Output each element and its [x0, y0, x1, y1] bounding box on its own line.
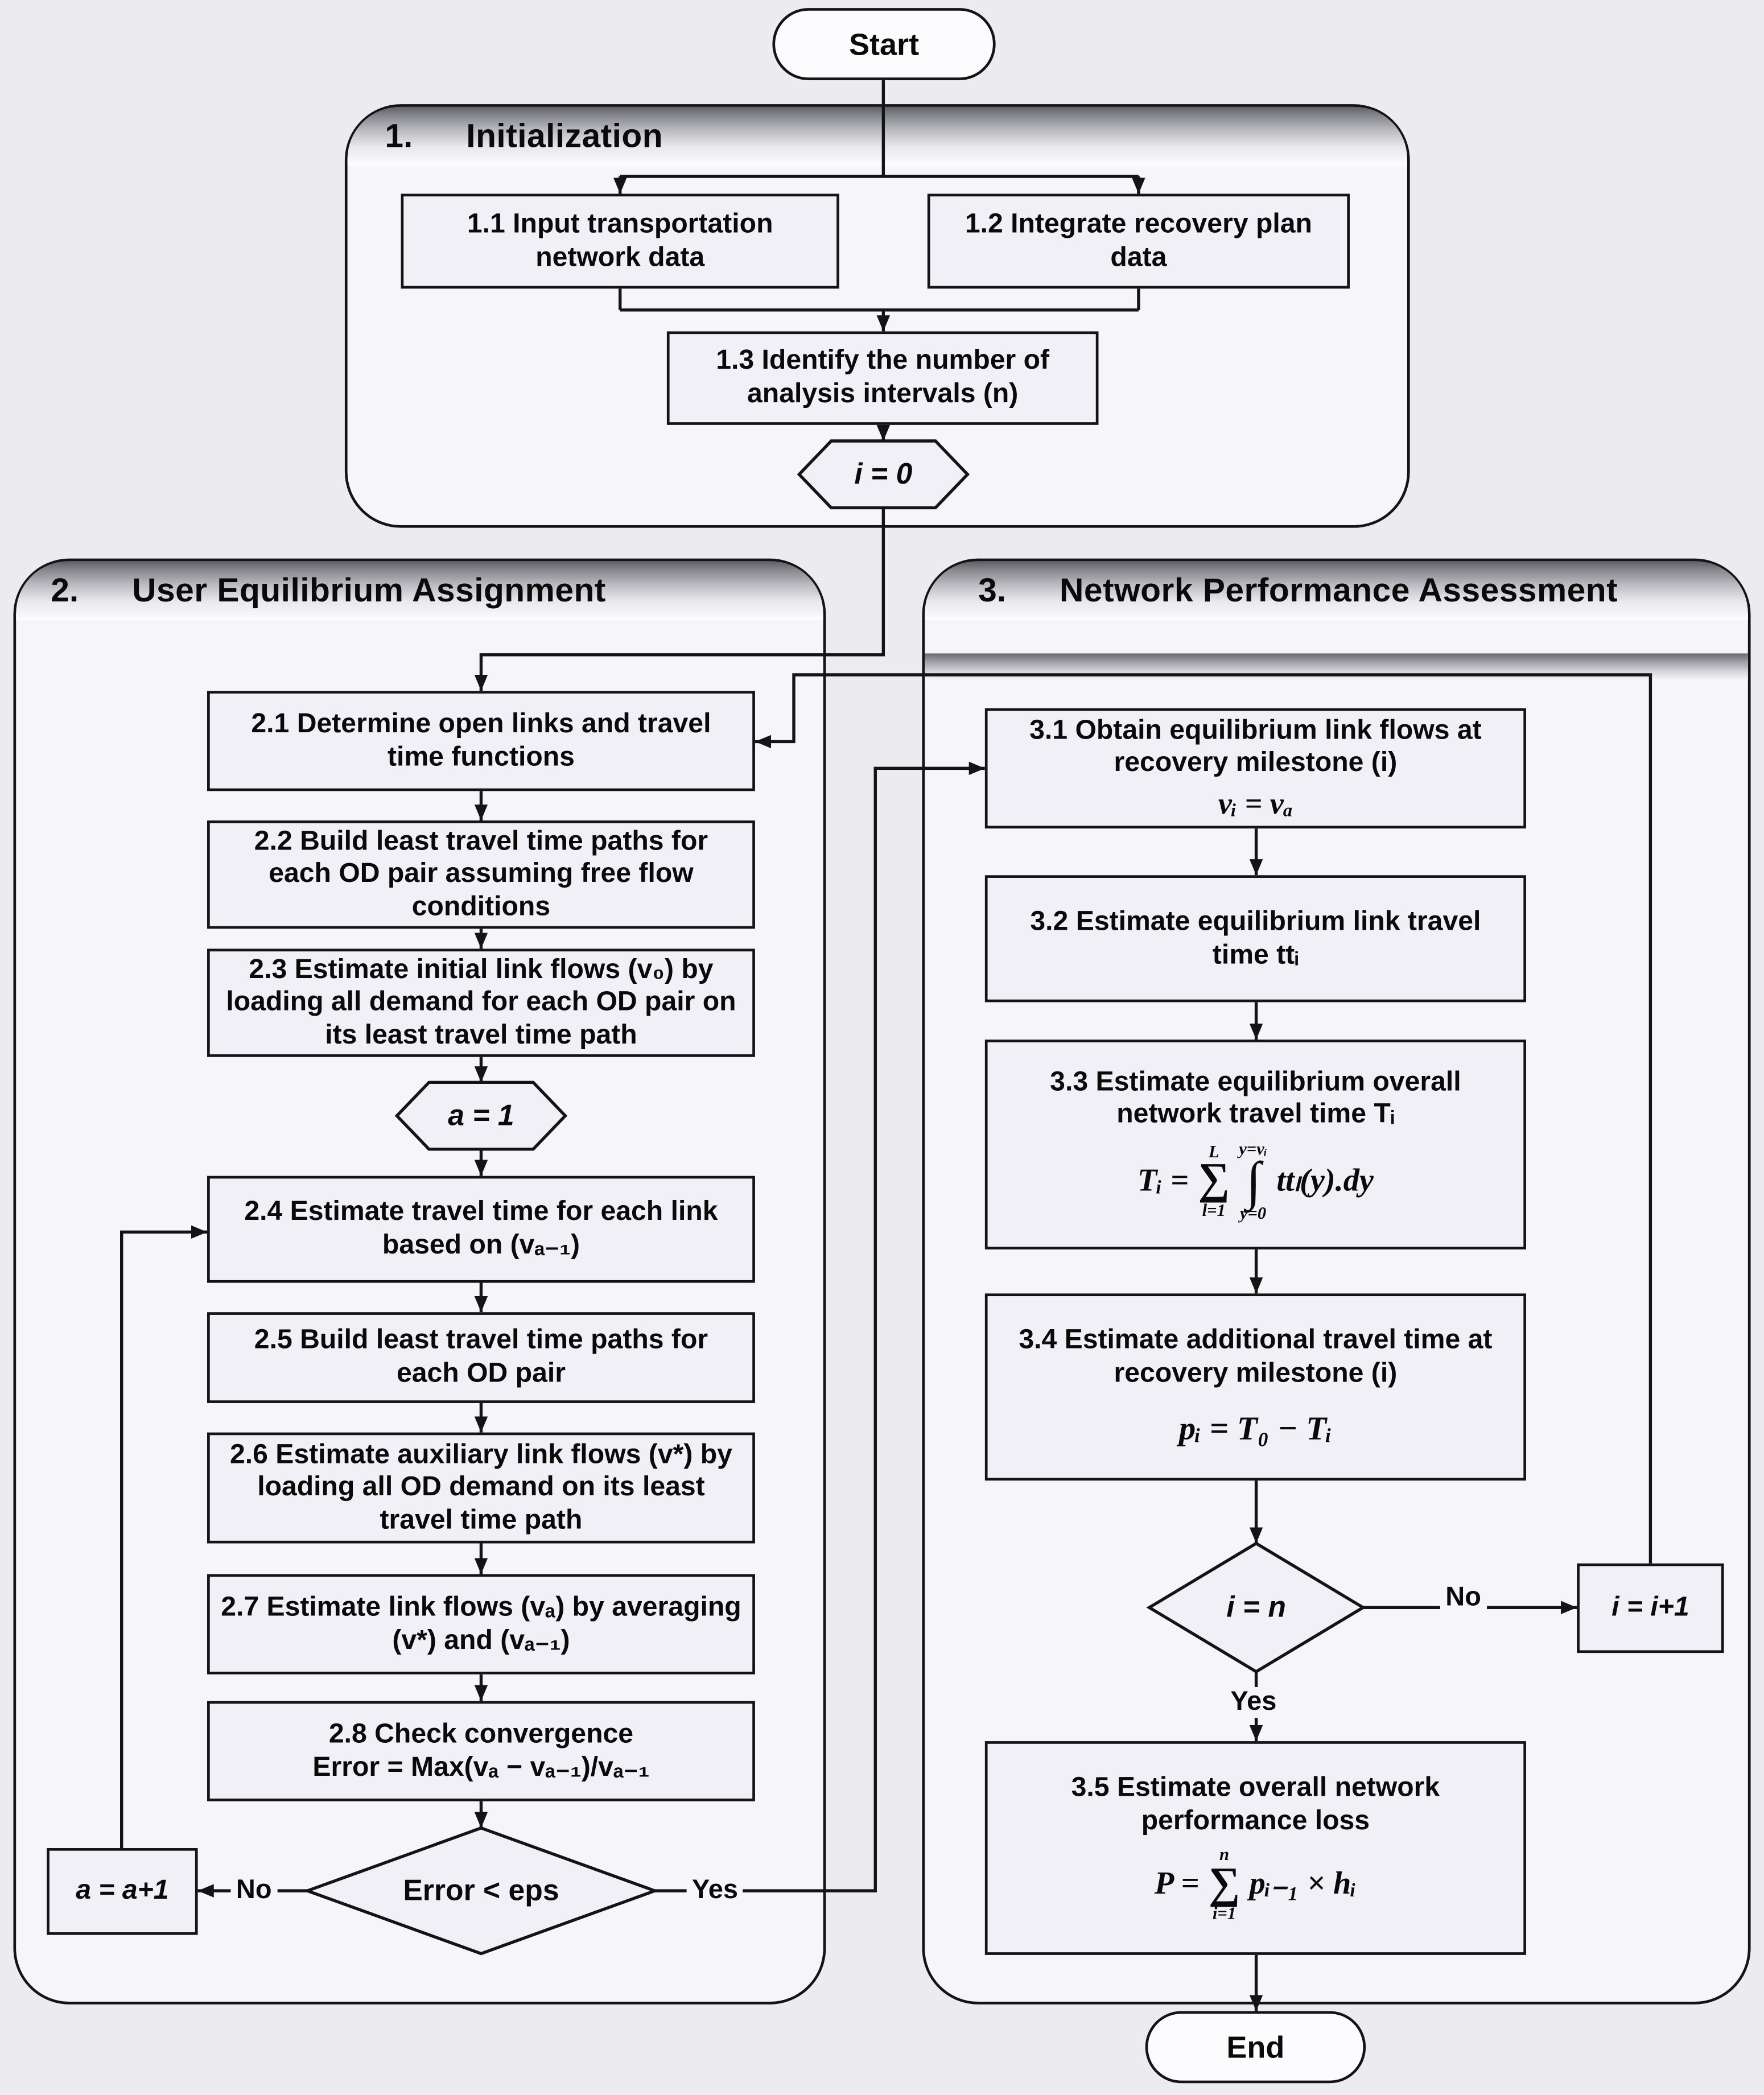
decision-i-equals-n-label: i = n — [1226, 1590, 1286, 1624]
hexagon-i-equals-0-label: i = 0 — [854, 457, 913, 490]
formula-3-3-sum — [1198, 1143, 1230, 1220]
a-counter-box — [47, 1848, 197, 1935]
decision-error-lt-eps-label: Error < eps — [403, 1873, 559, 1907]
formula-3-3-integrand: ttₗ(y).dy — [1276, 1163, 1374, 1198]
formula-3-3-sum-upper: L — [1208, 1141, 1219, 1161]
start-label: Start — [848, 26, 920, 61]
step-1-1-box — [401, 194, 839, 289]
connector-hex-i0-to-2-1 — [481, 508, 883, 691]
section-2-number: 2. — [51, 571, 79, 609]
step-2-1-text: 2.1 Determine open links and travel time functions — [251, 708, 711, 772]
integral-icon: ∫ — [1246, 1150, 1260, 1211]
formula-3-3-int-upper: y=vᵢ — [1239, 1138, 1267, 1158]
formula-3-3-sum-lower: l=1 — [1202, 1199, 1226, 1220]
step-3-3-title: 3.3 Estimate equilibrium overall network travel time Tᵢ — [1050, 1066, 1461, 1129]
step-2-5-box — [207, 1312, 755, 1403]
step-3-1-line1: 3.1 Obtain equilibrium link flows at recovery milestone (i) — [1029, 714, 1482, 778]
step-1-3-box — [667, 331, 1099, 424]
section-3-title: Network Performance Assessment — [1060, 571, 1618, 609]
step-3-2-box — [985, 875, 1526, 1002]
step-2-2-box — [207, 820, 755, 929]
formula-3-3-integral — [1239, 1140, 1267, 1223]
i-counter-box — [1577, 1564, 1724, 1653]
section-1-title: Initialization — [466, 117, 663, 155]
edge-label-no-s3: No — [1440, 1583, 1486, 1614]
section-3-number: 3. — [978, 571, 1007, 609]
sum-icon: ∑ — [1208, 1859, 1240, 1908]
step-2-3-text: 2.3 Estimate initial link flows (v₀) by loading all demand for each OD pair on its least travel time path — [226, 953, 736, 1050]
step-2-6-box — [207, 1433, 755, 1544]
formula-3-3-int-lower: y=0 — [1239, 1202, 1267, 1223]
edge-label-yes-s2: Yes — [687, 1875, 744, 1906]
step-3-4-title: 3.4 Estimate additional travel time at recovery milestone (i) — [1019, 1325, 1493, 1389]
formula-3-5-sum-upper: n — [1219, 1844, 1229, 1865]
step-3-3-formula — [1137, 1140, 1374, 1223]
formula-3-3-lhs: Tᵢ = — [1137, 1163, 1189, 1198]
step-2-5-text: 2.5 Build least travel time paths for each OD pair — [254, 1325, 708, 1389]
step-3-1-box — [985, 708, 1526, 828]
section-1-number: 1. — [385, 117, 413, 155]
step-2-1-box — [207, 691, 755, 791]
step-2-8-line2: Error = Max(vₐ − vₐ₋₁)/vₐ₋₁ — [312, 1751, 650, 1782]
step-1-3-text: 1.3 Identify the number of analysis intervals (n) — [716, 345, 1050, 409]
step-1-1-text: 1.1 Input transportation network data — [467, 208, 773, 272]
end-terminal — [1145, 2011, 1366, 2083]
connector-a-counter-to-2-4 — [122, 1232, 207, 1848]
step-3-2-text: 3.2 Estimate equilibrium link travel time ttᵢ — [1030, 906, 1481, 970]
step-2-3-box — [207, 948, 755, 1057]
step-2-7-box — [207, 1574, 755, 1675]
step-2-4-text: 2.4 Estimate travel time for each link based on (vₐ₋₁) — [244, 1196, 718, 1260]
step-3-5-box — [985, 1741, 1526, 1955]
section-2-title: User Equilibrium Assignment — [132, 571, 606, 609]
formula-3-5-sum — [1209, 1846, 1240, 1924]
step-2-6-text: 2.6 Estimate auxiliary link flows (v*) by loading all OD demand on its least travel time path — [229, 1438, 732, 1535]
hexagon-a-equals-1-label: a = 1 — [448, 1098, 514, 1132]
sum-icon: ∑ — [1198, 1156, 1230, 1205]
step-3-5-formula — [1155, 1846, 1357, 1924]
step-3-1-formula: vᵢ = vₐ — [1218, 786, 1293, 820]
i-counter-text: i = i+1 — [1611, 1591, 1689, 1623]
step-3-5-title: 3.5 Estimate overall network performance loss — [1071, 1772, 1440, 1836]
edge-label-yes-s3: Yes — [1225, 1687, 1282, 1718]
step-2-2-text: 2.2 Build least travel time paths for each OD pair assuming free flow conditions — [254, 825, 708, 922]
end-label: End — [1226, 2029, 1285, 2064]
step-1-2-text: 1.2 Integrate recovery plan data — [965, 208, 1312, 272]
a-counter-text: a = a+1 — [76, 1875, 169, 1906]
formula-3-5-rhs: pᵢ₋₁ × hᵢ — [1249, 1867, 1357, 1902]
formula-3-5-lhs: P = — [1154, 1867, 1200, 1902]
step-2-4-box — [207, 1176, 755, 1283]
step-3-4-formula: pᵢ = T₀ − Tᵢ — [1178, 1411, 1333, 1447]
start-terminal — [772, 8, 995, 80]
step-2-8-box — [207, 1701, 755, 1801]
step-2-7-text: 2.7 Estimate link flows (vₐ) by averaging (v*) and (vₐ₋₁) — [221, 1591, 741, 1655]
step-3-3-box — [985, 1040, 1526, 1249]
step-2-8-line1: 2.8 Check convergence — [328, 1718, 634, 1749]
formula-3-5-sum-lower: i=1 — [1212, 1903, 1237, 1924]
edge-label-no-s2: No — [231, 1875, 277, 1906]
step-1-2-box — [928, 194, 1350, 289]
step-3-4-box — [985, 1293, 1526, 1480]
